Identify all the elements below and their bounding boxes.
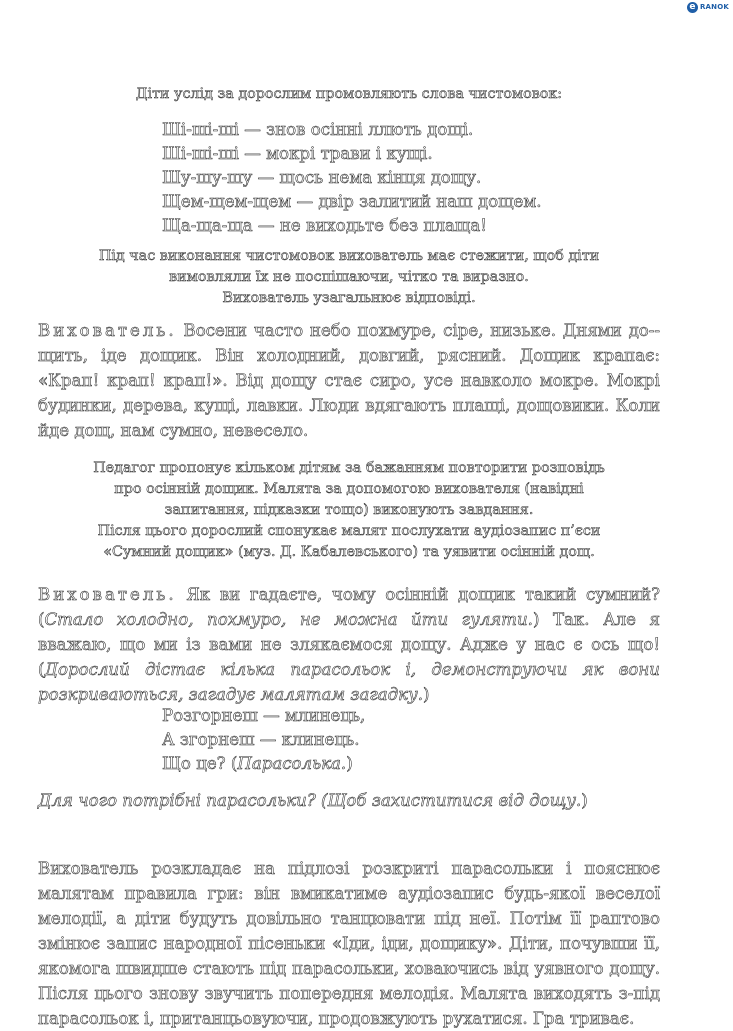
riddle-line: [162, 752, 365, 776]
speaker-label: Вихователь.: [38, 321, 177, 340]
speech-text: Восени часто небо похмуре, сіре, низьке. Днями до-щить, іде дощик. Він холодний, довгий, рясний. Дощик крапає: «Крап! крап! крап!». Від дощу стає сиро, усе навколо мокре. Мокрі будинки, дерева, кущі, лавки. Люди вдягають плащі, дощовики. Коли йде дощ, нам сумно, невесело.: [38, 321, 660, 440]
speech-text: ): [423, 685, 430, 704]
intro-text: Діти услід за дорослим промовляють слова чистомовок:: [135, 86, 563, 102]
speech-text: Як ви гадаєте, чому осінній дощик такий сумний? (: [38, 585, 660, 629]
riddle: [162, 704, 365, 776]
speech-text: ) Так. Але я вважаю, що ми із вами не злякаємося дощу. Адже у нас є ось що! (: [38, 610, 660, 679]
teacher-speech-2: [38, 582, 660, 707]
intro-line: [38, 84, 660, 105]
publisher-logo: [687, 0, 729, 14]
speaker-label: Вихователь.: [38, 585, 177, 604]
question-answer: Щоб захиститися від дощу.: [327, 791, 582, 810]
teacher-note-2: [38, 458, 660, 563]
riddle-line: Розгорнеш — млинець,: [162, 706, 366, 725]
riddle-line: А згорнеш — клинець.: [162, 730, 360, 749]
riddle-question: Що це? (: [162, 754, 238, 773]
note-line: запитання, підказки тощо) виконують завдання.: [164, 502, 534, 518]
logo-icon: e: [687, 2, 698, 13]
twister-line: Ща-ща-ща — не виходьте без плаща!: [162, 216, 487, 235]
game-description: [38, 856, 660, 1031]
question-text: Для чого потрібні парасольки? (: [38, 791, 328, 810]
note-line: про осінній дощик. Малята за допомогою вихователя (навідні: [114, 481, 584, 497]
tongue-twisters: [162, 118, 542, 238]
stage-direction: Дорослий дістає кілька парасольок і, демонструючи як вони розкриваються, загадує малятам загадку.: [38, 660, 660, 704]
teacher-speech-1: [38, 318, 660, 443]
question-line: [38, 788, 660, 813]
riddle-end: ): [346, 754, 353, 773]
teacher-note-1: [38, 246, 660, 309]
note-line: Під час виконання чистомовок вихователь має стежити, щоб діти: [98, 248, 600, 264]
note-line: вимовляли їх не поспішаючи, чітко та виразно.: [169, 269, 529, 285]
twister-line: Ші-ші-ші — знов осінні ллють дощі.: [162, 120, 474, 139]
note-line: «Сумний дощик» (муз. Д. Кабалевського) та уявити осінній дощ.: [103, 544, 595, 560]
logo-text: RANOK: [699, 3, 729, 11]
children-answer: Стало холодно, похмуро, не можна йти гуляти.: [44, 610, 533, 629]
twister-line: Щем-щем-щем — двір залитий наш дощем.: [162, 192, 542, 211]
twister-line: Шу-шу-шу — щось нема кінця дощу.: [162, 168, 482, 187]
note-line: Педагог пропонує кільком дітям за бажанням повторити розповідь: [93, 460, 605, 476]
note-line: Після цього дорослий спонукає малят послухати аудіозапис п’єси: [97, 523, 601, 539]
note-line: Вихователь узагальнює відповіді.: [222, 290, 476, 306]
game-text: Вихователь розкладає на підлозі розкриті парасольки і пояснює малятам правила гри: він вмикатиме аудіозапис будь-якої веселої мелодії, а діти будуть довільно танцювати під неї. Потім її раптово змінює запис народної пісеньки «Іди, іди, дощику». Діти, почувши її, якомога швидше стають під парасольки, ховаючись від уявного дощу. Після цього знову звучить попередня мелодія. Малята виходять з-під парасольок і, пританцьовуючи, продовжують рухатися. Гра триває.: [38, 859, 660, 1028]
question-end: ): [581, 791, 588, 810]
riddle-answer: Парасолька.: [237, 754, 347, 773]
twister-line: Ші-ші-ші — мокрі трави і кущі.: [162, 144, 433, 163]
